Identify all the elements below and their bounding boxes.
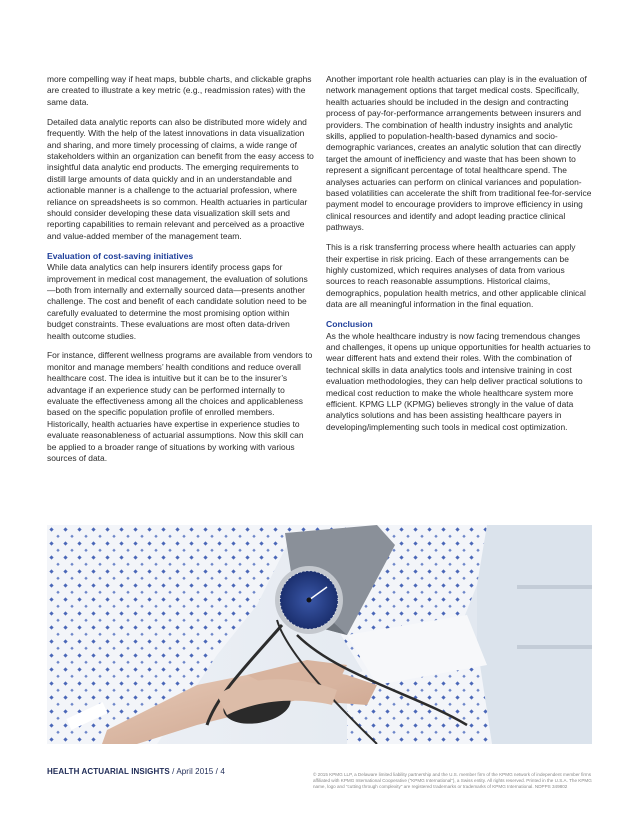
issue-info: / April 2015 / 4 <box>169 767 225 776</box>
blood-pressure-photo <box>47 525 592 744</box>
footer-publication <box>47 767 225 776</box>
right-column <box>326 74 593 442</box>
publication-title: HEALTH ACTUARIAL INSIGHTS <box>47 767 170 776</box>
risk-paragraph: This is a risk transferring process where health actuaries can apply their expertise in risk pricing. Each of these arrangements can be highly customized, which requires analyses of data from various sources to reach reasonable assumptions. Historical claims, demographics, population health metrics, and other applicable clinical data are all meaningful information in the final equation. <box>326 242 586 310</box>
network-paragraph: Another important role health actuaries can play is in the evaluation of network management options that target medical costs. Specifically, health actuaries should be included in the design and contracting process of pay-for-performance arrangements between insurers and providers. The combination of health industry insights and analytic skills, applied to population-health-based dynamics and socio-demographic variances, creates an analytic solution that can directly target the amount of inefficiency and waste that has been shown to represent a significant percentage of total healthcare spend. The analyses actuaries can perform on clinical variances and population-based volatilities can accelerate the shift from traditional fee-for-service payment model to encourage providers to improve efficiency in using clinical resources and identify and adopt leading practice clinical pathways. <box>326 74 592 233</box>
section-heading-cost-saving: Evaluation of cost-saving initiatives <box>47 250 194 261</box>
intro-paragraph-2: Detailed data analytic reports can also be distributed more widely and frequently. With the help of the latest innovations in data visualization and sharing, and more timely processing of claims, a wide range of stakeholders within an organization can benefit from the easy access to insightful data analytic end products. The emerging requirements to distill large amounts of data quickly and in an understandable and actionable manner is a challenge to the actuarial profession, where reliance on spreadsheets is so common. Health actuaries in particular should consider developing these data visualization skill sets and reporting capabilities to remain relevant and perceived as a proactive and value-added member of the management team. <box>47 116 314 241</box>
section-heading-conclusion: Conclusion <box>326 319 373 330</box>
conclusion-paragraph: As the whole healthcare industry is now facing tremendous changes and challenges, it opens up unique opportunities for health actuaries to wear different hats and extend their roles. With the combination of technical skills in data analytics tools and intensive training in cost evaluation methodologies, they can help deliver practical solutions to medical cost reduction to make the whole healthcare system more efficient. KPMG LLP (KPMG) believes strongly in the value of data analytics solutions and has been assisting healthcare payers in developing/implementing such tools in medical cost optimization. <box>326 330 591 432</box>
left-column <box>47 74 314 473</box>
legal-notice: © 2015 KPMG LLP, a Delaware limited liability partnership and the U.S. member firm of the KPMG network of independent member firms affiliated with KPMG International Cooperative (“KPMG International”), a Swiss entity. All rights reserved. Printed in the U.S.A. The KPMG name, logo and “cutting through complexity” are registered trademarks or trademarks of KPMG International. NDPPS 349802 <box>313 772 592 790</box>
section-paragraph-2: For instance, different wellness programs are available from vendors to monitor and manage members’ health conditions and reduce overall healthcare cost. The idea is intuitive but it can be to the insurer’s advantage if an experience study can be performed internally to evaluate the effectiveness among all the choices and applicableness based on the specific population profile of enrolled members. Historically, health actuaries have expertise in experience studies to evaluate reasonableness of actuarial assumptions. Now this skill can be applied to a broader range of situations by working with various sources of data. <box>47 350 313 464</box>
section-paragraph-1: While data analytics can help insurers identify process gaps for improvement in medical cost management, the evaluation of solutions—both from internally and externally sourced data—presents another challenge. The cost and benefit of each candidate solution need to be carefully evaluated to determine the most promising option within budget constraints. These evaluations are most often data-driven health outcome studies. <box>47 262 308 341</box>
intro-paragraph-1: more compelling way if heat maps, bubble charts, and clickable graphs are created to illustrate a key metric (e.g., readmission rates) with the same data. <box>47 74 312 107</box>
